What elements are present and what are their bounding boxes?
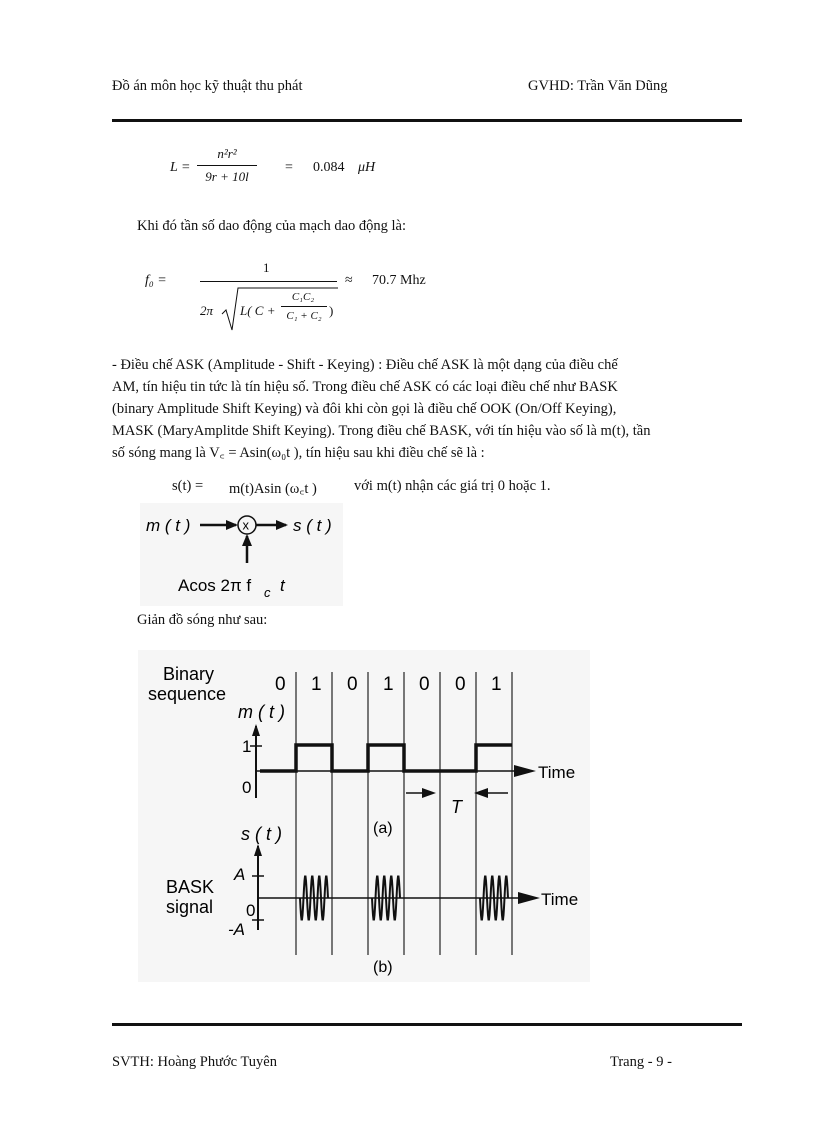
wave-caption-b: (b)	[373, 959, 393, 976]
text-waveform-intro: Giản đồ sóng như sau:	[137, 612, 268, 628]
eq1-fraction-bar	[197, 165, 257, 166]
mt-waveform	[260, 745, 512, 771]
eq2-close-paren: )	[329, 303, 334, 318]
eq2-lhs: f₀ =	[145, 273, 167, 288]
eq1-unit: μH	[358, 160, 376, 175]
wave-time-label-2: Time	[541, 890, 579, 909]
bit-labels	[275, 674, 502, 695]
modulator-block-diagram	[140, 503, 343, 606]
eq1-denominator: 9r + 10l	[205, 169, 249, 184]
wave-one-label: 1	[242, 737, 252, 756]
arrowhead-icon	[276, 520, 288, 530]
bask-waveform-diagram	[138, 650, 590, 982]
block-multiplier-label: x	[242, 517, 249, 533]
footer-left: SVTH: Hoàng Phước Tuyên	[112, 1054, 277, 1070]
arrowhead-icon	[242, 534, 252, 546]
footer-right: Trang - 9 -	[610, 1054, 672, 1070]
eq3-rhs: m(t)Asin (ω꜀t )	[229, 481, 317, 497]
axis-arrow-icon	[252, 724, 260, 736]
block-input-label: m ( t )	[146, 516, 191, 535]
block-carrier-subscript: c	[264, 585, 271, 600]
block-carrier-label: Acos 2π f	[178, 576, 252, 595]
block-carrier-t: t	[280, 576, 285, 595]
wave-caption-a: (a)	[373, 820, 393, 837]
axis-arrow-icon	[514, 765, 536, 777]
axis-arrow-icon	[518, 892, 540, 904]
wave-A-label: A	[234, 865, 246, 884]
bit-label: 0	[347, 674, 358, 695]
eq2-inner: L( C +	[240, 303, 276, 318]
para-line-1: - Điều chế ASK (Amplitude - Shift - Keying) : Điều chế ASK là một dạng của điều chế	[112, 357, 618, 373]
bit-label: 0	[275, 674, 286, 695]
wave-time-label-1: Time	[538, 763, 576, 782]
wave-bask-label-1: BASK	[166, 877, 215, 897]
arrowhead-icon	[422, 788, 436, 798]
para-line-5: số sóng mang là V꜀ = Asin(ω₀t ), tín hiệu sau khi điều chế sẽ là :	[112, 445, 485, 461]
eq1-lhs: L =	[170, 160, 191, 175]
eq2-twopi: 2π	[200, 303, 214, 318]
wave-bask-label-2: signal	[166, 897, 214, 917]
bit-label: 0	[419, 674, 430, 695]
bit-boundary-lines	[296, 672, 512, 955]
para-line-2: AM, tín hiệu tin tức là tín hiệu số. Trong điều chế ASK có các loại điều chế như BASK	[112, 379, 618, 395]
para-line-4: MASK (MaryAmplitde Shift Keying). Trong điều chế BASK, với tín hiệu vào số là m(t), tần	[112, 423, 651, 439]
wave-zero2-label: 0	[246, 901, 256, 920]
wave-zero-label: 0	[242, 778, 252, 797]
header-right: GVHD: Trần Văn Dũng	[528, 78, 668, 94]
para-line-3: (binary Amplitude Shift Keying) và đôi khi còn gọi là điều chế OOK (On/Off Keying),	[112, 401, 617, 417]
block-output-label: s ( t )	[293, 516, 332, 535]
bit-label: 1	[383, 674, 394, 695]
eq2-value: 70.7 Mhz	[372, 273, 426, 288]
axis-arrow-icon	[254, 844, 262, 856]
eq2-approx: ≈	[345, 273, 353, 288]
eq2-c-numerator: C₁C₂	[291, 291, 315, 303]
wave-negA-label: -A	[228, 920, 245, 939]
header-left: Đồ án môn học kỹ thuật thu phát	[112, 78, 303, 94]
eq1-equals: =	[285, 160, 293, 175]
eq2-inner-fraction-bar	[281, 306, 327, 307]
eq3-note: với m(t) nhận các giá trị 0 hoặc 1.	[354, 478, 551, 494]
arrowhead-icon	[226, 520, 238, 530]
wave-binary-label-1: Binary	[163, 664, 215, 684]
eq1-value: 0.084	[313, 160, 345, 175]
bit-label: 1	[311, 674, 322, 695]
bit-label: 0	[455, 674, 466, 695]
footer-rule	[112, 1023, 742, 1026]
wave-binary-label-2: sequence	[148, 684, 227, 704]
eq2-fraction-bar	[200, 281, 337, 282]
eq1-numerator: n²r²	[217, 146, 237, 161]
wave-st-label: s ( t )	[241, 824, 282, 844]
wave-period-label: T	[451, 797, 462, 817]
header-rule	[112, 119, 742, 122]
eq3-lhs: s(t) =	[172, 478, 204, 494]
bit-label: 1	[491, 674, 502, 695]
text-frequency-intro: Khi đó tần số dao động của mạch dao động là:	[137, 218, 406, 234]
eq2-numerator: 1	[263, 260, 270, 275]
eq2-c-denominator: C₁ + C₂	[286, 310, 322, 322]
wave-mt-label: m ( t )	[238, 702, 285, 722]
